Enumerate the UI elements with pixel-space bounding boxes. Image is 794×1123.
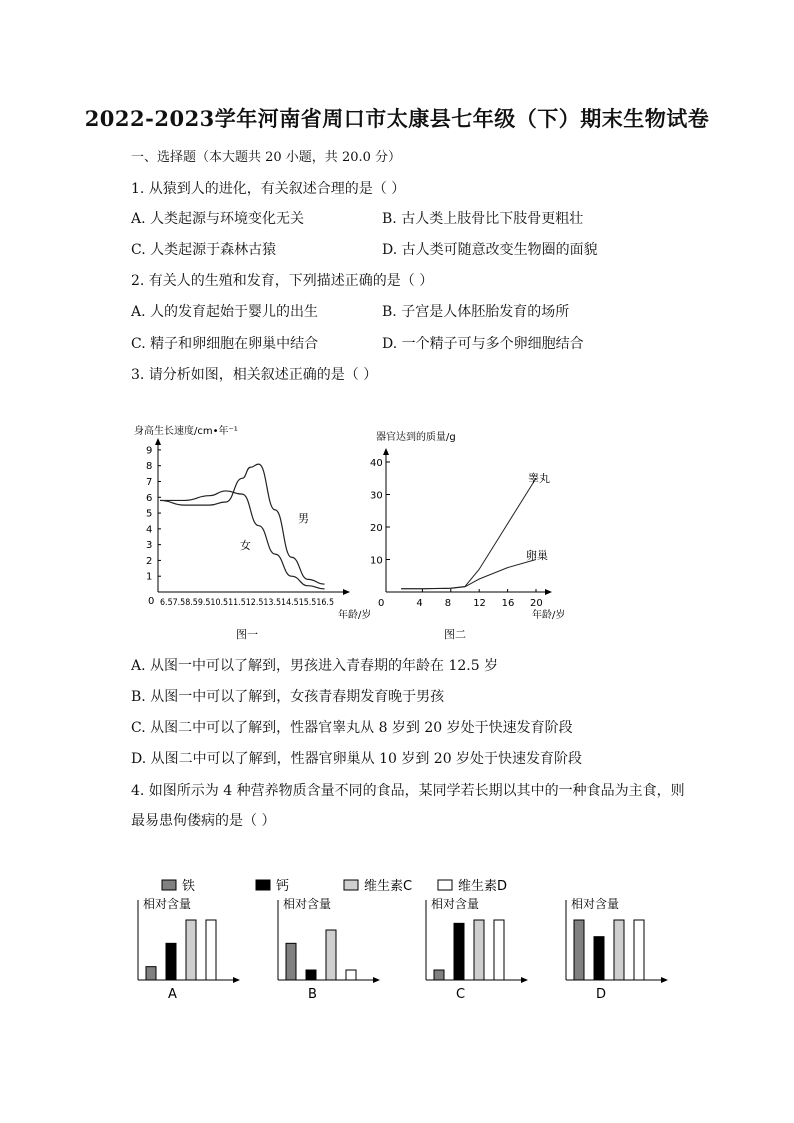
- fig1-y-tick-label: 2: [146, 555, 153, 567]
- question-2-option-a: A. 人的发育起始于婴儿的出生: [131, 304, 319, 320]
- fig1-y-tick-label: 4: [146, 524, 153, 536]
- question-2-stem: 2. 有关人的生殖和发育，下列描述正确的是（ ）: [131, 273, 434, 289]
- question-4-stem-line1: 4. 如图所示为 4 种营养物质含量不同的食品，某同学若长期以其中的一种食品为主食，则: [131, 783, 685, 799]
- fig2-y-tick-label: 10: [370, 555, 383, 567]
- question-1-option-a: A. 人类起源与环境变化无关: [131, 211, 305, 227]
- fig1-ylabel: 身高生长速度/cm•年⁻¹: [134, 426, 238, 437]
- bar-panel-label: C: [456, 987, 466, 1002]
- bar-钙: [306, 970, 316, 980]
- fig1-y-tick-label: 5: [146, 508, 153, 520]
- question-2-option-c: C. 精子和卵细胞在卵巢中结合: [131, 336, 319, 352]
- fig1-y-tick-label: 7: [146, 476, 153, 488]
- fig1-series-boy-label: 男: [298, 512, 309, 525]
- fig2-x-tick-label: 16: [501, 598, 515, 609]
- bar-维生素C: [614, 920, 624, 980]
- question-2-option-d: D. 一个精子可与多个卵细胞结合: [382, 336, 584, 352]
- figure-2-organ-mass-chart: [370, 420, 580, 650]
- bar-panel-label: A: [168, 987, 177, 1002]
- fig1-series-girl-label: 女: [240, 539, 251, 552]
- bar-panel-label: D: [596, 987, 607, 1002]
- legend-label: 钙: [276, 879, 290, 894]
- bar-维生素C: [186, 920, 196, 980]
- page-title: 2022-2023学年河南省周口市太康县七年级（下）期末生物试卷: [84, 106, 710, 131]
- legend-swatch: [344, 880, 358, 890]
- question-3-option-d: D. 从图二中可以了解到，性器官卵巢从 10 岁到 20 岁处于快速发育阶段: [131, 751, 583, 767]
- bar-维生素D: [494, 920, 504, 980]
- figure-1-growth-chart: [120, 420, 372, 650]
- fig2-x-tick-label: 4: [416, 598, 423, 609]
- bar-panel-arrow: [661, 977, 668, 983]
- fig2-origin-label: 0: [378, 598, 385, 609]
- legend-swatch: [256, 880, 270, 890]
- fig2-caption: 图二: [444, 628, 466, 641]
- question-3-option-b: B. 从图一中可以了解到，女孩青春期发育晚于男孩: [131, 689, 445, 705]
- fig2-x-tick-label: 12: [473, 598, 486, 609]
- bar-panel-label: B: [308, 987, 317, 1002]
- bar-维生素D: [206, 920, 216, 980]
- bar-panel-ylabel: 相对含量: [283, 897, 332, 911]
- bar-panel-ylabel: 相对含量: [571, 897, 620, 911]
- fig2-y-tick-label: 40: [370, 458, 383, 469]
- fig2-x-tick-label: 8: [444, 598, 452, 609]
- bar-钙: [454, 923, 464, 980]
- fig2-y-tick-label: 20: [370, 523, 383, 534]
- legend-label: 铁: [182, 879, 196, 894]
- bar-维生素C: [326, 930, 336, 980]
- bar-维生素D: [346, 970, 356, 980]
- fig1-y-tick-label: 1: [146, 571, 153, 583]
- fig1-origin-label: 0: [148, 596, 155, 607]
- bar-铁: [574, 920, 584, 980]
- legend-label: 维生素C: [364, 879, 413, 894]
- fig1-x-tick-labels: 6.57.58.59.510.511.512.513.514.515.516.5: [160, 598, 334, 608]
- bar-铁: [146, 967, 156, 980]
- fig2-series-testis-line: [401, 478, 536, 589]
- bar-钙: [594, 937, 604, 980]
- section-heading: 一、选择题（本大题共 20 小题，共 20.0 分）: [131, 150, 402, 165]
- fig1-y-tick-label: 3: [146, 540, 153, 552]
- fig1-caption: 图一: [236, 628, 258, 641]
- bar-维生素C: [474, 920, 484, 980]
- question-4-stem-line2: 最易患佝偻病的是（ ）: [131, 813, 276, 829]
- question-1-option-d: D. 古人类可随意改变生物圈的面貌: [382, 242, 598, 258]
- question-3-option-a: A. 从图一中可以了解到，男孩进入青春期的年龄在 12.5 岁: [131, 658, 499, 674]
- fig2-series-ovary-line: [401, 560, 536, 589]
- question-1-option-b: B. 古人类上肢骨比下肢骨更粗壮: [382, 211, 584, 227]
- fig1-y-tick-label: 8: [146, 461, 153, 473]
- fig2-y-tick-label: 30: [370, 490, 383, 502]
- fig2-ylabel: 器官达到的质量/g: [376, 432, 456, 443]
- bar-panel-arrow: [373, 977, 380, 983]
- bar-panel-arrow: [521, 977, 528, 983]
- bar-铁: [286, 943, 296, 980]
- fig2-series-ovary-label: 卵巢: [526, 549, 548, 562]
- legend-label: 维生素D: [458, 879, 508, 894]
- bar-铁: [434, 970, 444, 980]
- question-1-stem: 1. 从猿到人的进化，有关叙述合理的是（ ）: [131, 181, 406, 197]
- fig1-xlabel: 年龄/岁: [338, 610, 372, 621]
- question-3-stem: 3. 请分析如图，相关叙述正确的是（ ）: [131, 367, 378, 383]
- bar-panel-ylabel: 相对含量: [143, 897, 192, 911]
- fig2-x-tick-label: 20: [530, 598, 543, 609]
- fig2-series-testis-label: 睾丸: [528, 472, 550, 485]
- fig1-y-tick-label: 6: [146, 492, 153, 504]
- legend-swatch: [162, 880, 176, 890]
- fig1-y-tick-label: 9: [146, 445, 153, 457]
- bar-panel-ylabel: 相对含量: [431, 897, 480, 911]
- bar-panel-arrow: [233, 977, 240, 983]
- question-2-option-b: B. 子宫是人体胚胎发育的场所: [382, 304, 570, 320]
- legend-swatch: [438, 880, 452, 890]
- question-3-option-c: C. 从图二中可以了解到，性器官睾丸从 8 岁到 20 岁处于快速发育阶段: [131, 720, 573, 736]
- question-1-option-c: C. 人类起源于森林古猿: [131, 242, 277, 258]
- bar-钙: [166, 943, 176, 980]
- fig2-xlabel: 年龄/岁: [532, 610, 566, 621]
- figure-nutrient-bar-charts: [130, 870, 690, 1020]
- bar-维生素D: [634, 920, 644, 980]
